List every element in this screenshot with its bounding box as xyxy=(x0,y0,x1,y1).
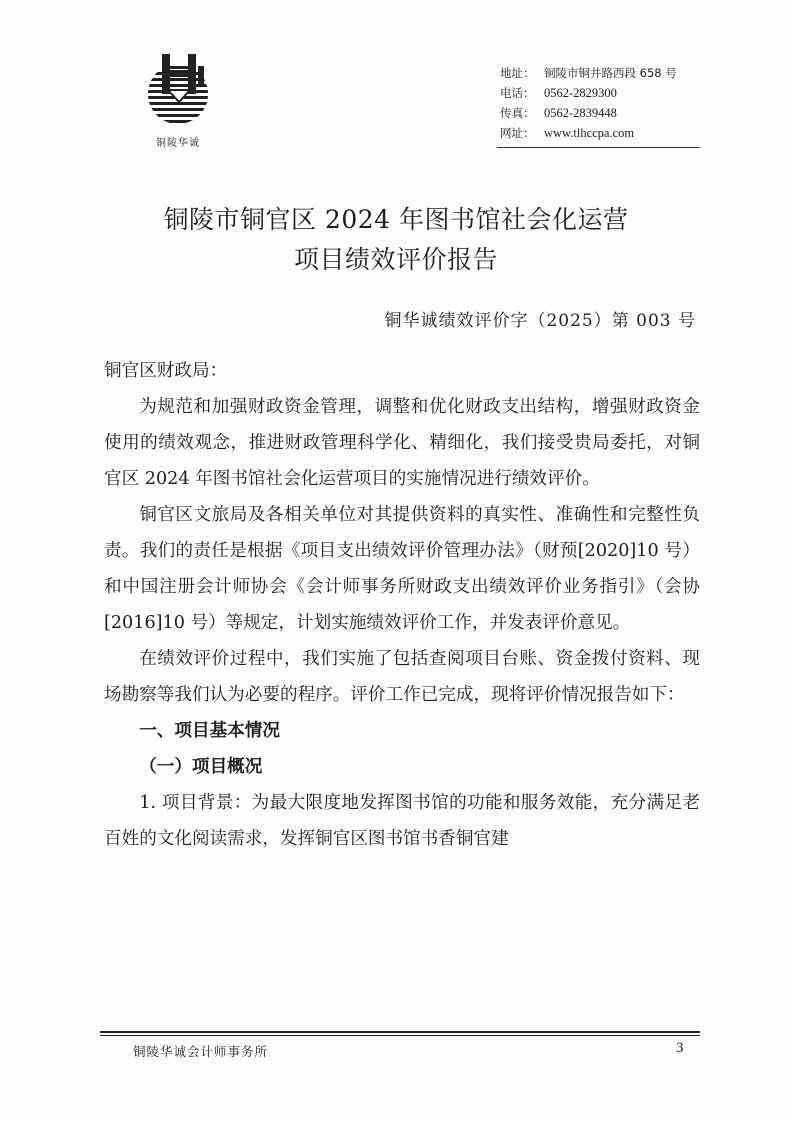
header-divider xyxy=(497,147,700,148)
footer-divider-thin xyxy=(100,1035,700,1036)
company-logo-icon xyxy=(138,50,218,132)
paragraph: 铜官区文旅局及各相关单位对其提供资料的真实性、准确性和完整性负责。我们的责任是根据《项目支出绩效评价管理办法》（财预[2020]10 号）和中国注册会计师协会《会计师事务所财政支出绩效评价业务指引》（会协[2016]10 号）等规定，计划实施绩效评价工作，并发表评价意见。 xyxy=(104,505,700,633)
paragraph: 1. 项目背景：为最大限度地发挥图书馆的功能和服务效能，充分满足老百姓的文化阅读需求，发挥铜官区图书馆书香铜官建 xyxy=(104,793,700,849)
report-title-line2: 项目绩效评价报告 xyxy=(293,245,498,274)
contact-fax: 传真： 0562-2839448 xyxy=(500,106,617,120)
company-logo xyxy=(138,50,218,149)
subsection-heading: （一）项目概况 xyxy=(139,756,263,777)
page-number: 3 xyxy=(676,1040,684,1056)
salutation: 铜官区财政局： xyxy=(104,361,228,381)
footer-firm-name: 铜陵华诚会计师事务所 xyxy=(133,1044,269,1059)
document-number: 铜华诚绩效评价字（2025）第 003 号 xyxy=(384,311,696,331)
contact-phone: 电话： 0562-2829300 xyxy=(500,86,617,100)
logo-text: 铜陵华诚 xyxy=(156,138,200,149)
paragraph: 在绩效评价过程中，我们实施了包括查阅项目台账、资金拨付资料、现场勘察等我们认为必要的程序。评价工作已完成，现将评价情况报告如下： xyxy=(104,649,700,705)
contact-block xyxy=(500,63,720,143)
report-title-line1: 铜陵市铜官区 2024 年图书馆社会化运营 xyxy=(163,205,629,234)
contact-address: 地址： 铜陵市铜井路西段 658 号 xyxy=(500,66,677,80)
report-body xyxy=(104,353,700,857)
section-heading: 一、项目基本情况 xyxy=(139,720,280,741)
footer-divider xyxy=(100,1031,700,1033)
paragraph: 为规范和加强财政资金管理，调整和优化财政支出结构，增强财政资金使用的绩效观念，推进财政管理科学化、精细化，我们接受贵局委托，对铜官区 2024 年图书馆社会化运营项目的实施情况进行绩效评价。 xyxy=(104,397,700,489)
contact-website: 网址： www.tlhccpa.com xyxy=(500,126,635,140)
